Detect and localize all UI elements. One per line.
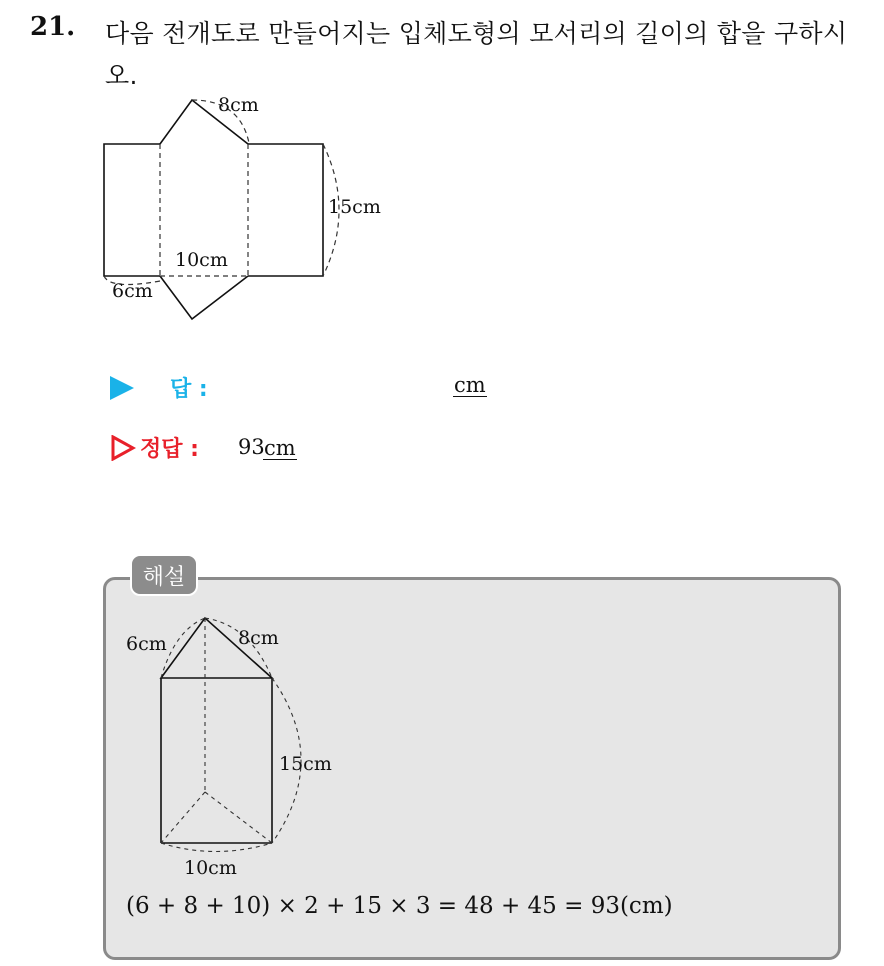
net-label-15cm: 15cm [328, 196, 381, 218]
net-label-6cm: 6cm [112, 280, 153, 302]
prism-label-15cm: 15cm [279, 753, 332, 775]
prism-label-6cm: 6cm [126, 633, 167, 655]
explanation-formula: (6 + 8 + 10) × 2 + 15 × 3 = 48 + 45 = 93(cm) [126, 893, 673, 919]
correct-unit: cm [264, 436, 296, 460]
dim-arc [161, 843, 272, 852]
question-text: 다음 전개도로 만들어지는 입체도형의 모서리의 길이의 합을 구하시오. [105, 19, 848, 90]
correct-label: 정답 : [140, 437, 199, 462]
answer-unit: cm [454, 373, 486, 397]
explanation-tab: 해설 [130, 554, 198, 596]
net-label-8cm: 8cm [218, 94, 259, 116]
answer-label: 답 : [170, 377, 208, 402]
question-number: 21. [30, 12, 76, 42]
prism-label-10cm: 10cm [184, 857, 237, 879]
prism-hidden-edge [161, 792, 205, 843]
prism-hidden-edge [205, 792, 272, 843]
correct-value: 93 [238, 435, 265, 459]
prism-label-8cm: 8cm [238, 627, 279, 649]
net-label-10cm: 10cm [175, 249, 228, 271]
